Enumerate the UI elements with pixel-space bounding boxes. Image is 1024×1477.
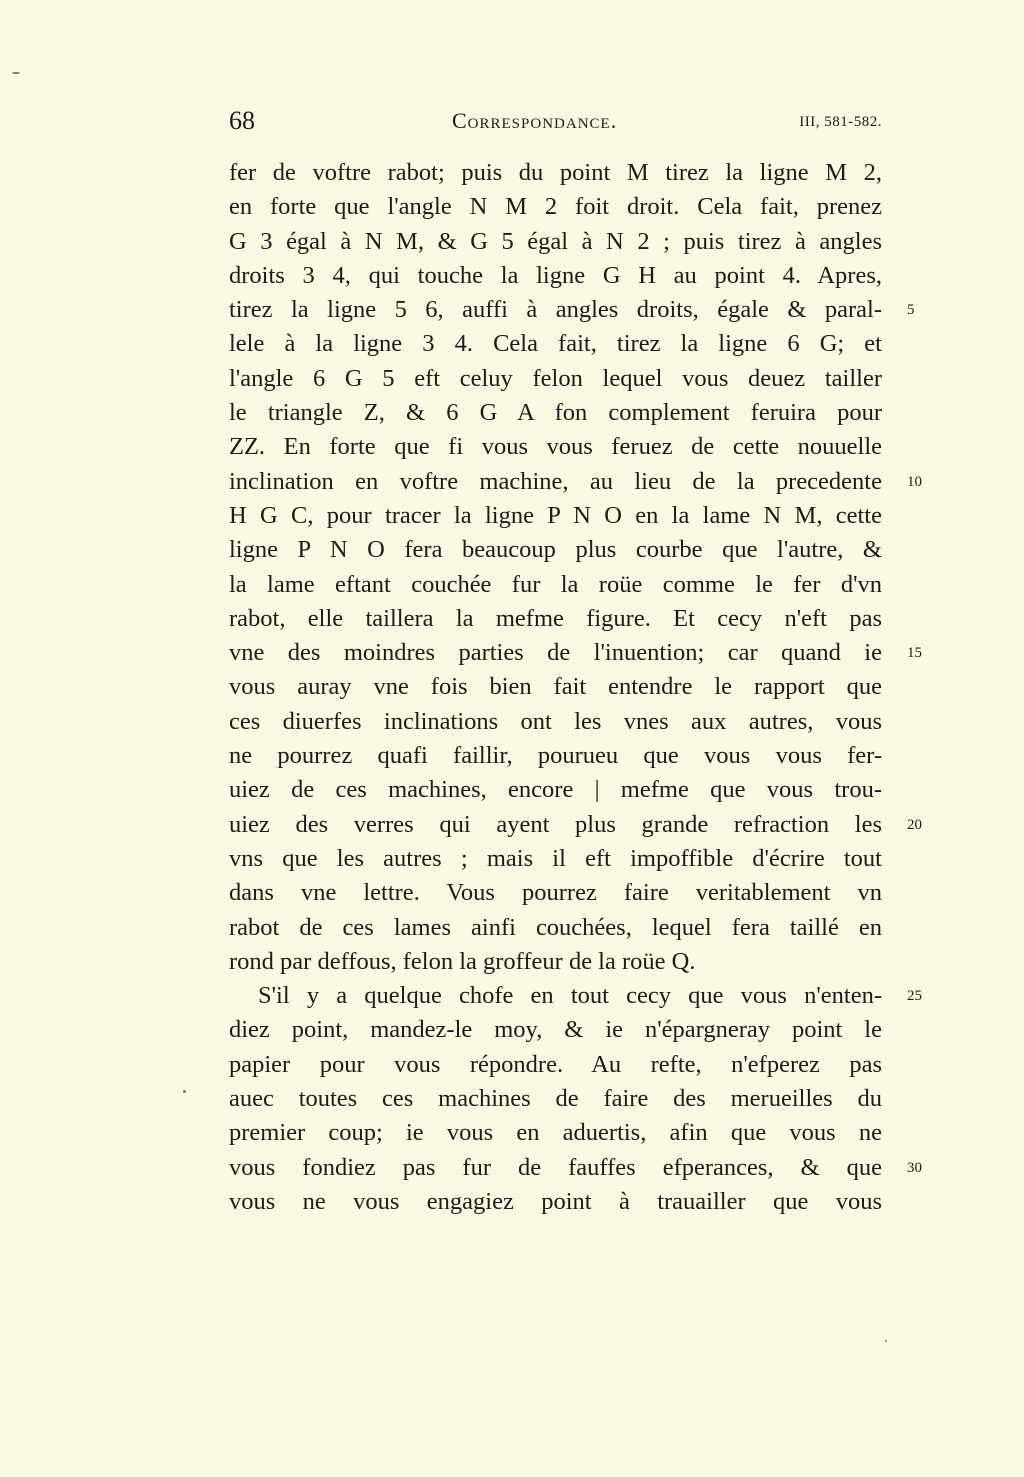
text-line: en forte que l'angle N M 2 foit droit. Cela fait, prenez — [229, 193, 882, 221]
text-line: G 3 égal à N M, & G 5 égal à N 2 ; puis tirez à angles — [229, 227, 882, 255]
text-line: tirez la ligne 5 6, auffi à angles droits, égale & paral- — [229, 296, 882, 324]
page-header — [229, 106, 882, 146]
volume-reference: III, 581-582. — [799, 114, 882, 130]
line-number: 15 — [907, 645, 922, 662]
text-line: le triangle Z, & 6 G A fon complement feruira pour — [229, 399, 882, 427]
paper-speck — [12, 72, 20, 74]
text-line: vns que les autres ; mais il eft impoffible d'écrire tout — [229, 844, 882, 872]
text-line: vous ne vous engagiez point à trauailler que vous — [229, 1187, 882, 1215]
text-line: vous auray vne fois bien fait entendre le rapport que — [229, 673, 882, 701]
text-line: ligne P N O fera beaucoup plus courbe que l'autre, & — [229, 536, 882, 564]
text-line: auec toutes ces machines de faire des merueilles du — [229, 1085, 882, 1113]
text-line: premier coup; ie vous en aduertis, afin que vous ne — [229, 1119, 882, 1147]
line-number: 20 — [907, 816, 922, 833]
text-line: droits 3 4, qui touche la ligne G H au point 4. Apres, — [229, 261, 882, 289]
line-number: 30 — [907, 1159, 922, 1176]
text-line: S'il y a quelque chofe en tout cecy que vous n'enten- — [258, 982, 882, 1010]
page-number: 68 — [229, 106, 255, 135]
paper-speck — [183, 1090, 186, 1093]
running-title: Correspondance. — [452, 108, 618, 133]
text-line: inclination en voftre machine, au lieu de la precedente — [229, 467, 882, 495]
text-line: rond par deffous, felon la groffeur de la roüe Q. — [229, 947, 696, 975]
text-line: la lame eftant couchée fur la roüe comme le fer d'vn — [229, 570, 882, 598]
text-line: lele à la ligne 3 4. Cela fait, tirez la ligne 6 G; et — [229, 330, 882, 358]
line-number: 5 — [907, 302, 915, 319]
text-line: ZZ. En forte que fi vous vous feruez de cette nouuelle — [229, 433, 882, 461]
text-line: l'angle 6 G 5 eft celuy felon lequel vous deuez tailler — [229, 364, 882, 392]
text-line: vous fondiez pas fur de fauffes efperances, & que — [229, 1153, 882, 1181]
text-line: vne des moindres parties de l'inuention; car quand ie — [229, 639, 882, 667]
text-line: rabot de ces lames ainfi couchées, lequel fera taillé en — [229, 913, 882, 941]
line-number: 25 — [907, 988, 922, 1005]
text-line: ces diuerfes inclinations ont les vnes aux autres, vous — [229, 707, 882, 735]
text-line: diez point, mandez-le moy, & ie n'épargneray point le — [229, 1016, 882, 1044]
paper-speck — [885, 1340, 887, 1342]
text-line: ne pourrez quafi faillir, pourueu que vous vous fer- — [229, 742, 882, 770]
body-text — [229, 156, 882, 1219]
text-line: rabot, elle taillera la mefme figure. Et cecy n'eft pas — [229, 604, 882, 632]
text-line: dans vne lettre. Vous pourrez faire veritablement vn — [229, 879, 882, 907]
text-line: fer de voftre rabot; puis du point M tirez la ligne M 2, — [229, 159, 882, 186]
text-line: H G C, pour tracer la ligne P N O en la lame N M, cette — [229, 501, 882, 529]
text-line: uiez de ces machines, encore | mefme que vous trou- — [229, 776, 882, 804]
text-line: papier pour vous répondre. Au refte, n'efperez pas — [229, 1050, 882, 1078]
text-line: uiez des verres qui ayent plus grande refraction les — [229, 810, 882, 838]
line-number: 10 — [907, 473, 922, 490]
